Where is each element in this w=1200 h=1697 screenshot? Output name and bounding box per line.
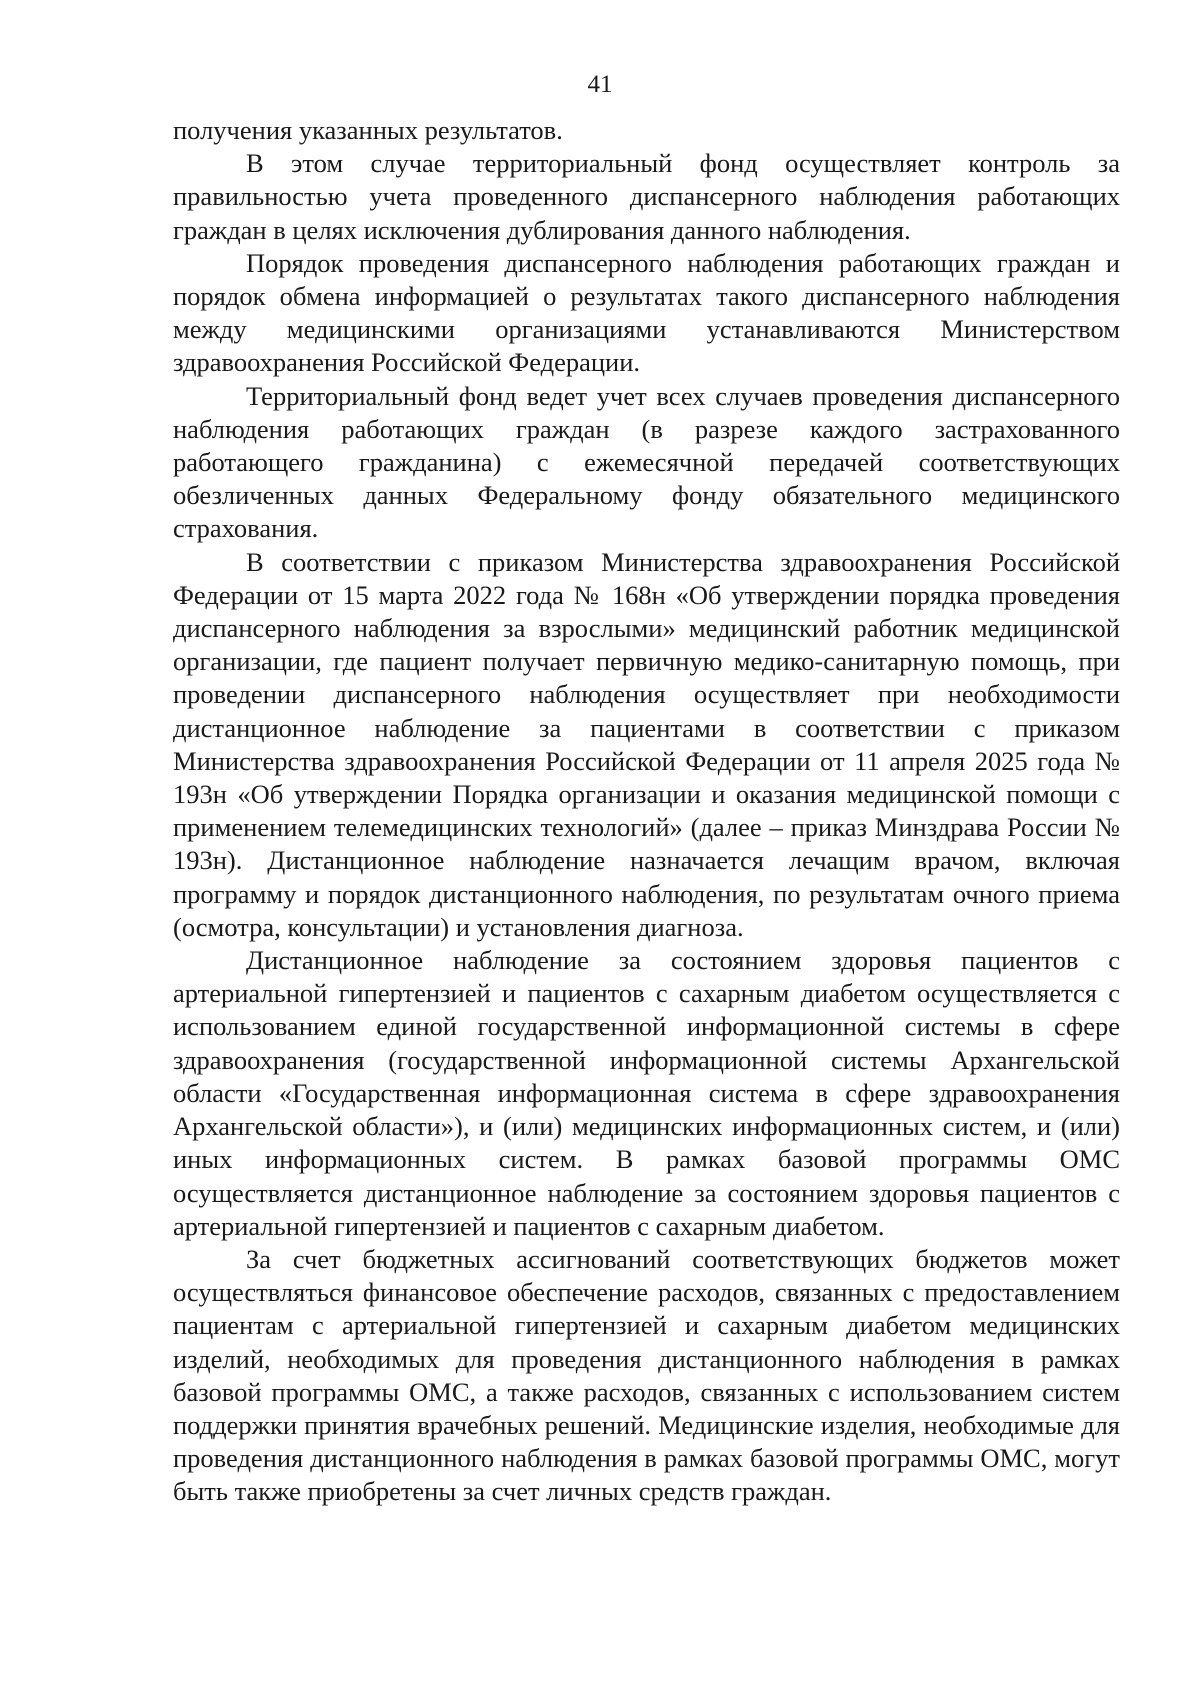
paragraph-budget-funding: За счет бюджетных ассигнований соответствующих бюджетов может осуществляться финансовое обеспечение расходов, связанных с предоставлением пациентам с артериальной гипертензией и сахарным диабетом медицинских изделий, необходимых для проведения дистанционного наблюдения в рамках базовой программы ОМС, а также расходов, связанных с использованием систем поддержки принятия врачебных решений. Медицинские изделия, необходимые для проведения дистанционного наблюдения в рамках базовой программы ОМС, могут быть также приобретены за счет личных средств граждан. <box>173 1243 1120 1507</box>
paragraph-procedure: Порядок проведения диспансерного наблюдения работающих граждан и порядок обмена информацией о результатах такого диспансерного наблюдения между медицинскими организациями устанавливаются Министерством здравоохранения Российской Федерации. <box>173 247 1120 378</box>
body-text <box>173 114 1120 1509</box>
paragraph-fund-records: Территориальный фонд ведет учет всех случаев проведения диспансерного наблюдения работающих граждан (в разрезе каждого застрахованного работающего гражданина) с ежемесячной передачей соответствующих обезличенных данных Федеральному фонду обязательного медицинского страхования. <box>173 380 1120 544</box>
paragraph-ministry-order: В соответствии с приказом Министерства здравоохранения Российской Федерации от 15 марта 2022 года № 168н «Об утверждении порядка проведения диспансерного наблюдения за взрослыми» медицинский работник медицинской организации, где пациент получает первичную медико-санитарную помощь, при проведении диспансерного наблюдения осуществляет при необходимости дистанционное наблюдение за пациентами в соответствии с приказом Министерства здравоохранения Российской Федерации от 11 апреля 2025 года № 193н «Об утверждении Порядка организации и оказания медицинской помощи с применением телемедицинских технологий» (далее – приказ Минздрава России № 193н). Дистанционное наблюдение назначается лечащим врачом, включая программу и порядок дистанционного наблюдения, по результатам очного приема (осмотра, консультации) и установления диагноза. <box>173 546 1120 942</box>
page-number: 41 <box>587 71 613 98</box>
paragraph-continuation: получения указанных результатов. <box>173 115 563 145</box>
paragraph-remote-monitoring: Дистанционное наблюдение за состоянием здоровья пациентов с артериальной гипертензией и пациентов с сахарным диабетом осуществляется с использованием единой государственной информационной системы в сфере здравоохранения (государственной информационной системы Архангельской области «Государственная информационная система в сфере здравоохранения Архангельской области»), и (или) медицинских информационных систем, и (или) иных информационных систем. В рамках базовой программы ОМС осуществляется дистанционное наблюдение за состоянием здоровья пациентов с артериальной гипертензией и пациентов с сахарным диабетом. <box>173 945 1120 1241</box>
paragraph-fund-control: В этом случае территориальный фонд осуществляет контроль за правильностью учета проведенного диспансерного наблюдения работающих граждан в целях исключения дублирования данного наблюдения. <box>173 148 1120 245</box>
